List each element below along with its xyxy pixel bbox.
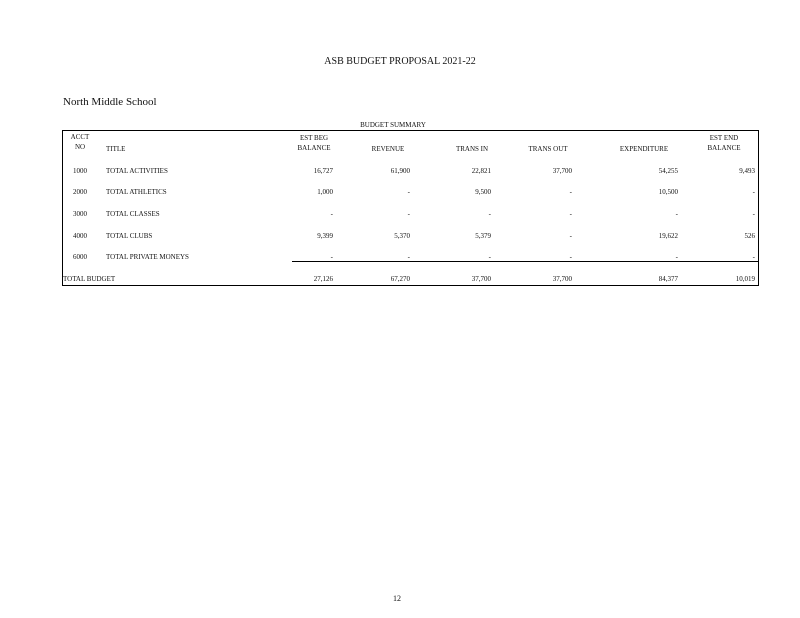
- row-trans-out: 37,700: [552, 167, 572, 175]
- row-trans-out: -: [569, 210, 572, 218]
- row-expenditure: -: [675, 210, 678, 218]
- row-acct: 2000: [73, 188, 87, 196]
- header-trans-in: TRANS IN: [455, 145, 489, 153]
- row-trans-in: 9,500: [475, 188, 491, 196]
- row-acct: 1000: [73, 167, 87, 175]
- row-title: TOTAL PRIVATE MONEYS: [106, 253, 189, 261]
- header-acct-line1: ACCT: [70, 133, 90, 141]
- school-name: North Middle School: [63, 96, 157, 108]
- header-beg-balance-line1: EST BEG: [299, 134, 329, 142]
- row-acct: 3000: [73, 210, 87, 218]
- row-end-balance: 526: [744, 232, 755, 240]
- header-title: TITLE: [106, 145, 126, 153]
- total-expenditure: 84,377: [658, 275, 678, 283]
- row-trans-out: -: [569, 253, 572, 261]
- header-expenditure: EXPENDITURE: [619, 145, 669, 153]
- row-end-balance: -: [752, 253, 755, 261]
- row-trans-out: -: [569, 188, 572, 196]
- row-trans-in: -: [488, 210, 491, 218]
- row-trans-out: -: [569, 232, 572, 240]
- row-title: TOTAL ATHLETICS: [106, 188, 167, 196]
- row-revenue: 61,900: [390, 167, 410, 175]
- total-beg-balance: 27,126: [313, 275, 333, 283]
- row-acct: 4000: [73, 232, 87, 240]
- totals-rule: [292, 261, 758, 262]
- row-trans-in: 22,821: [471, 167, 491, 175]
- row-revenue: -: [407, 188, 410, 196]
- budget-summary-table: [62, 130, 759, 286]
- row-expenditure: 54,255: [658, 167, 678, 175]
- total-revenue: 67,270: [390, 275, 410, 283]
- header-end-balance-line1: EST END: [709, 134, 739, 142]
- row-beg-balance: 9,399: [317, 232, 333, 240]
- row-revenue: 5,370: [394, 232, 410, 240]
- row-expenditure: 10,500: [658, 188, 678, 196]
- row-acct: 6000: [73, 253, 87, 261]
- header-acct-line2: NO: [74, 143, 86, 151]
- row-revenue: -: [407, 253, 410, 261]
- total-trans-in: 37,700: [471, 275, 491, 283]
- row-beg-balance: -: [330, 210, 333, 218]
- row-beg-balance: 16,727: [313, 167, 333, 175]
- row-title: TOTAL CLUBS: [106, 232, 153, 240]
- row-trans-in: -: [488, 253, 491, 261]
- row-revenue: -: [407, 210, 410, 218]
- page-number: 12: [393, 594, 401, 603]
- header-beg-balance-line2: BALANCE: [297, 144, 331, 152]
- row-beg-balance: -: [330, 253, 333, 261]
- total-end-balance: 10,019: [735, 275, 755, 283]
- summary-title: BUDGET SUMMARY: [360, 121, 426, 129]
- row-end-balance: -: [752, 188, 755, 196]
- row-expenditure: -: [675, 253, 678, 261]
- total-label: TOTAL BUDGET: [63, 275, 116, 283]
- total-trans-out: 37,700: [552, 275, 572, 283]
- row-beg-balance: 1,000: [317, 188, 333, 196]
- document-title: ASB BUDGET PROPOSAL 2021-22: [324, 56, 476, 67]
- row-expenditure: 19,622: [658, 232, 678, 240]
- row-end-balance: 9,493: [739, 167, 755, 175]
- row-title: TOTAL ACTIVITIES: [106, 167, 168, 175]
- header-trans-out: TRANS OUT: [528, 145, 568, 153]
- header-end-balance-line2: BALANCE: [707, 144, 741, 152]
- row-trans-in: 5,379: [475, 232, 491, 240]
- row-title: TOTAL CLASSES: [106, 210, 160, 218]
- header-revenue: REVENUE: [371, 145, 405, 153]
- row-end-balance: -: [752, 210, 755, 218]
